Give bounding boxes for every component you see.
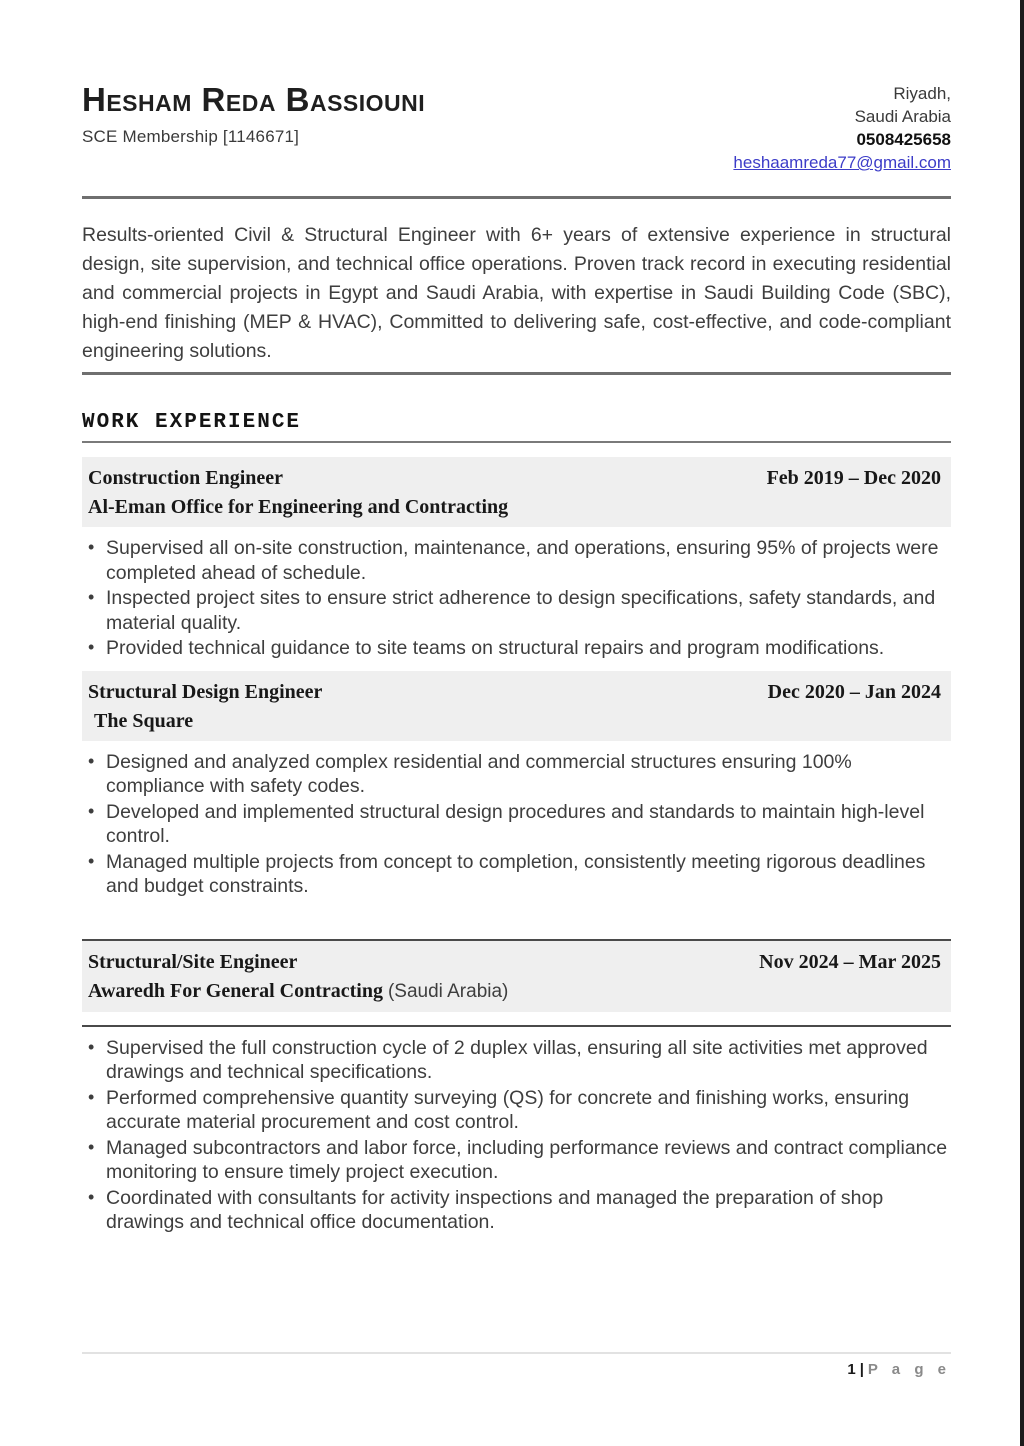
bullet-item: • Inspected project sites to ensure strict adherence to design specifications, safety standards, and material quality. xyxy=(82,586,951,635)
bullet-item: • Provided technical guidance to site teams on structural repairs and program modifications. xyxy=(82,636,951,661)
job-bullets-structural-design-engineer xyxy=(82,750,951,899)
bullet-item: • Managed multiple projects from concept to completion, consistently meeting rigorous deadlines and budget constraints. xyxy=(82,850,951,899)
summary-divider xyxy=(82,372,951,375)
identity-block xyxy=(82,82,425,174)
job-company: The Square xyxy=(94,709,194,732)
job-header-structural-site-engineer xyxy=(82,939,951,1012)
job-company: Al-Eman Office for Engineering and Contracting xyxy=(88,496,509,518)
contact-phone: 0508425658 xyxy=(856,130,951,149)
job-title: Structural Design Engineer xyxy=(88,680,323,703)
bullet-item: • Developed and implemented structural design procedures and standards to maintain high-level control. xyxy=(82,800,951,849)
bullet-item: • Designed and analyzed complex residential and commercial structures ensuring 100% compliance with safety codes. xyxy=(82,750,951,799)
page-number-separator: | xyxy=(859,1361,864,1378)
contact-email-link[interactable]: heshaamreda77@gmail.com xyxy=(733,153,951,172)
bullet-item: • Performed comprehensive quantity surveying (QS) for concrete and finishing works, ensuring accurate material procurement and cost control. xyxy=(82,1086,951,1135)
bullet-item: • Supervised all on-site construction, maintenance, and operations, ensuring 95% of projects were completed ahead of schedule. xyxy=(82,536,951,585)
header-divider xyxy=(82,196,951,199)
job-bullets-structural-site-engineer xyxy=(82,1036,951,1235)
contact-country: Saudi Arabia xyxy=(854,107,951,126)
page-word: P a g e xyxy=(867,1361,951,1378)
bullet-item: • Managed subcontractors and labor force, including performance reviews and contract compliance monitoring to ensure timely project execution. xyxy=(82,1136,951,1185)
professional-summary: Results-oriented Civil & Structural Engineer with 6+ years of extensive experience in structural design, site supervision, and technical office operations. Proven track record in executing residential and commercial projects in Egypt and Saudi Arabia, with expertise in Saudi Building Code (SBC), high-end finishing (MEP & HVAC), Committed to delivering safe, cost-effective, and code-compliant engineering solutions. xyxy=(82,224,951,362)
page-number: 1 xyxy=(847,1361,856,1378)
section-title-work-experience: WORK EXPERIENCE xyxy=(82,411,302,434)
footer-divider xyxy=(82,1352,951,1354)
job-dates: Nov 2024 – Mar 2025 xyxy=(759,950,941,973)
job3-divider xyxy=(82,1025,951,1027)
job-company: Awaredh For General Contracting xyxy=(88,979,383,1002)
page-number-label xyxy=(82,1361,951,1378)
job-header-construction-engineer xyxy=(82,457,951,527)
job-dates: Feb 2019 – Dec 2020 xyxy=(766,467,941,489)
contact-block xyxy=(733,82,951,174)
job-header-structural-design-engineer xyxy=(82,671,951,741)
page-footer xyxy=(82,1352,951,1378)
bullet-item: • Supervised the full construction cycle of 2 duplex villas, ensuring all site activities met approved drawings and technical specifications. xyxy=(82,1036,951,1085)
job-title: Construction Engineer xyxy=(88,467,283,489)
bullet-item: • Coordinated with consultants for activity inspections and managed the preparation of shop drawings and technical office documentation. xyxy=(82,1186,951,1235)
membership-id: SCE Membership [1146671] xyxy=(82,127,300,146)
resume-header xyxy=(82,82,951,174)
job-company-location: (Saudi Arabia) xyxy=(387,980,509,1002)
contact-city: Riyadh, xyxy=(893,84,951,103)
job-bullets-construction-engineer xyxy=(82,536,951,661)
job-dates: Dec 2020 – Jan 2024 xyxy=(767,680,941,703)
job-title: Structural/Site Engineer xyxy=(88,950,298,973)
section-divider xyxy=(82,441,951,443)
candidate-name: Hesham Reda Bassiouni xyxy=(82,81,426,118)
